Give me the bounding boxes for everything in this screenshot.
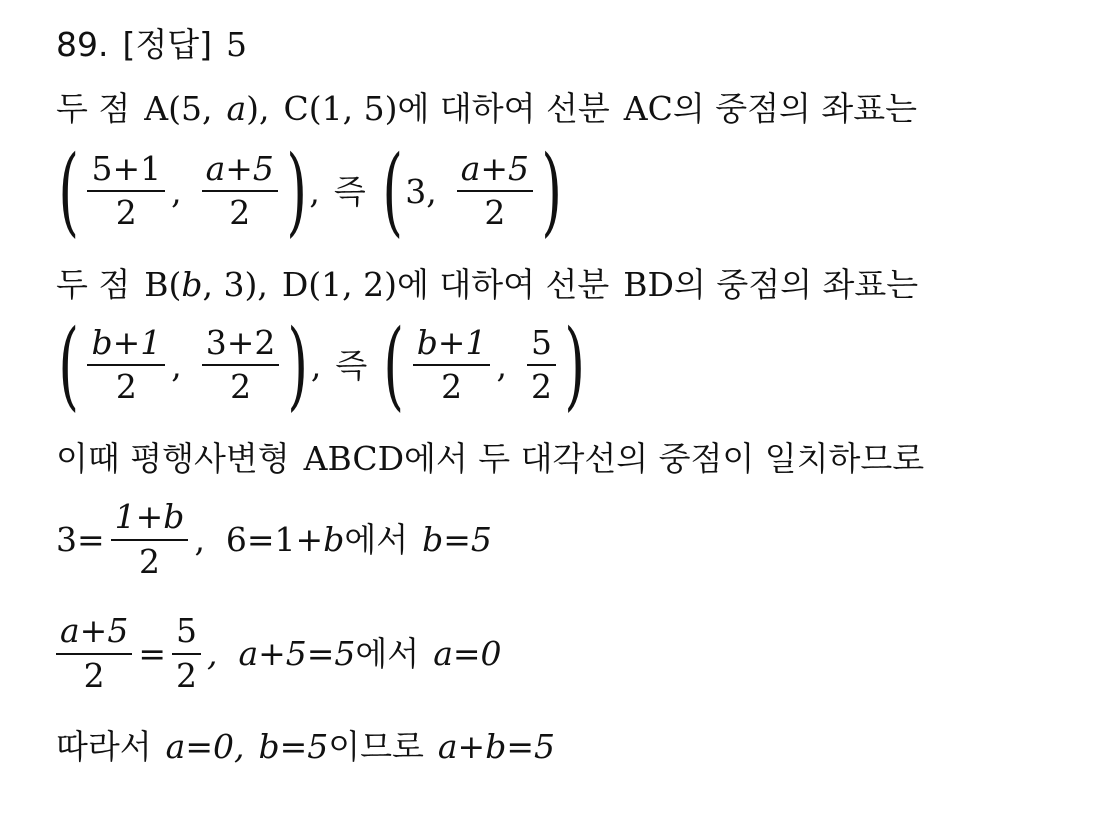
conclusion: 따라서 a=0, b=5 이므로 a+b=5 <box>56 727 555 766</box>
fraction: $\frac{b+1}{2}$ <box>87 326 165 405</box>
problem-number: 89. <box>56 25 109 64</box>
answer-heading <box>56 25 247 64</box>
midpoint-ac-statement: 두 점 A(5, a ), C(1, 5) 에 대하여 선분 AC 의 중점의 좌표는 <box>56 89 917 128</box>
fraction: $\frac{a+5}{2}$ <box>56 614 132 693</box>
midpoint-bd-statement: 두 점 B( b , 3), D(1, 2) 에 대하여 선분 BD 의 중점의 좌표는 <box>56 265 919 304</box>
midpoint-ac-formula: ( $\frac{5+1}{2}$ , $\frac{a+5}{2}$ ) , 즉 ( 3, $\frac{a+5}{2}$ ) <box>58 135 563 247</box>
fraction: $\frac{b+1}{2}$ <box>413 326 491 405</box>
answer-label: [정답] <box>122 25 212 64</box>
fraction: $\frac{5}{2}$ <box>172 614 201 693</box>
fraction: $\frac{5}{2}$ <box>527 326 556 405</box>
fraction: $\frac{a+5}{2}$ <box>202 152 278 231</box>
fraction: $\frac{1+b}{2}$ <box>111 500 189 579</box>
answer-value: 5 <box>226 25 247 64</box>
equation-b: 3= $\frac{1+b}{2}$ , 6=1+ b 에서 b=5 <box>56 497 492 581</box>
fraction: $\frac{3+2}{2}$ <box>202 326 280 405</box>
equation-a: $\frac{a+5}{2}$ = $\frac{5}{2}$ , a+5=5 에서 a=0 <box>56 614 502 693</box>
parallelogram-statement: 이때 평행사변형 ABCD 에서 두 대각선의 중점이 일치하므로 <box>56 439 925 478</box>
midpoint-bd-formula: ( $\frac{b+1}{2}$ , $\frac{3+2}{2}$ ) , 즉 ( $\frac{b+1}{2}$ , $\frac{5}{2}$ ) <box>58 309 585 421</box>
fraction: $\frac{a+5}{2}$ <box>457 152 533 231</box>
fraction: $\frac{5+1}{2}$ <box>87 152 165 231</box>
